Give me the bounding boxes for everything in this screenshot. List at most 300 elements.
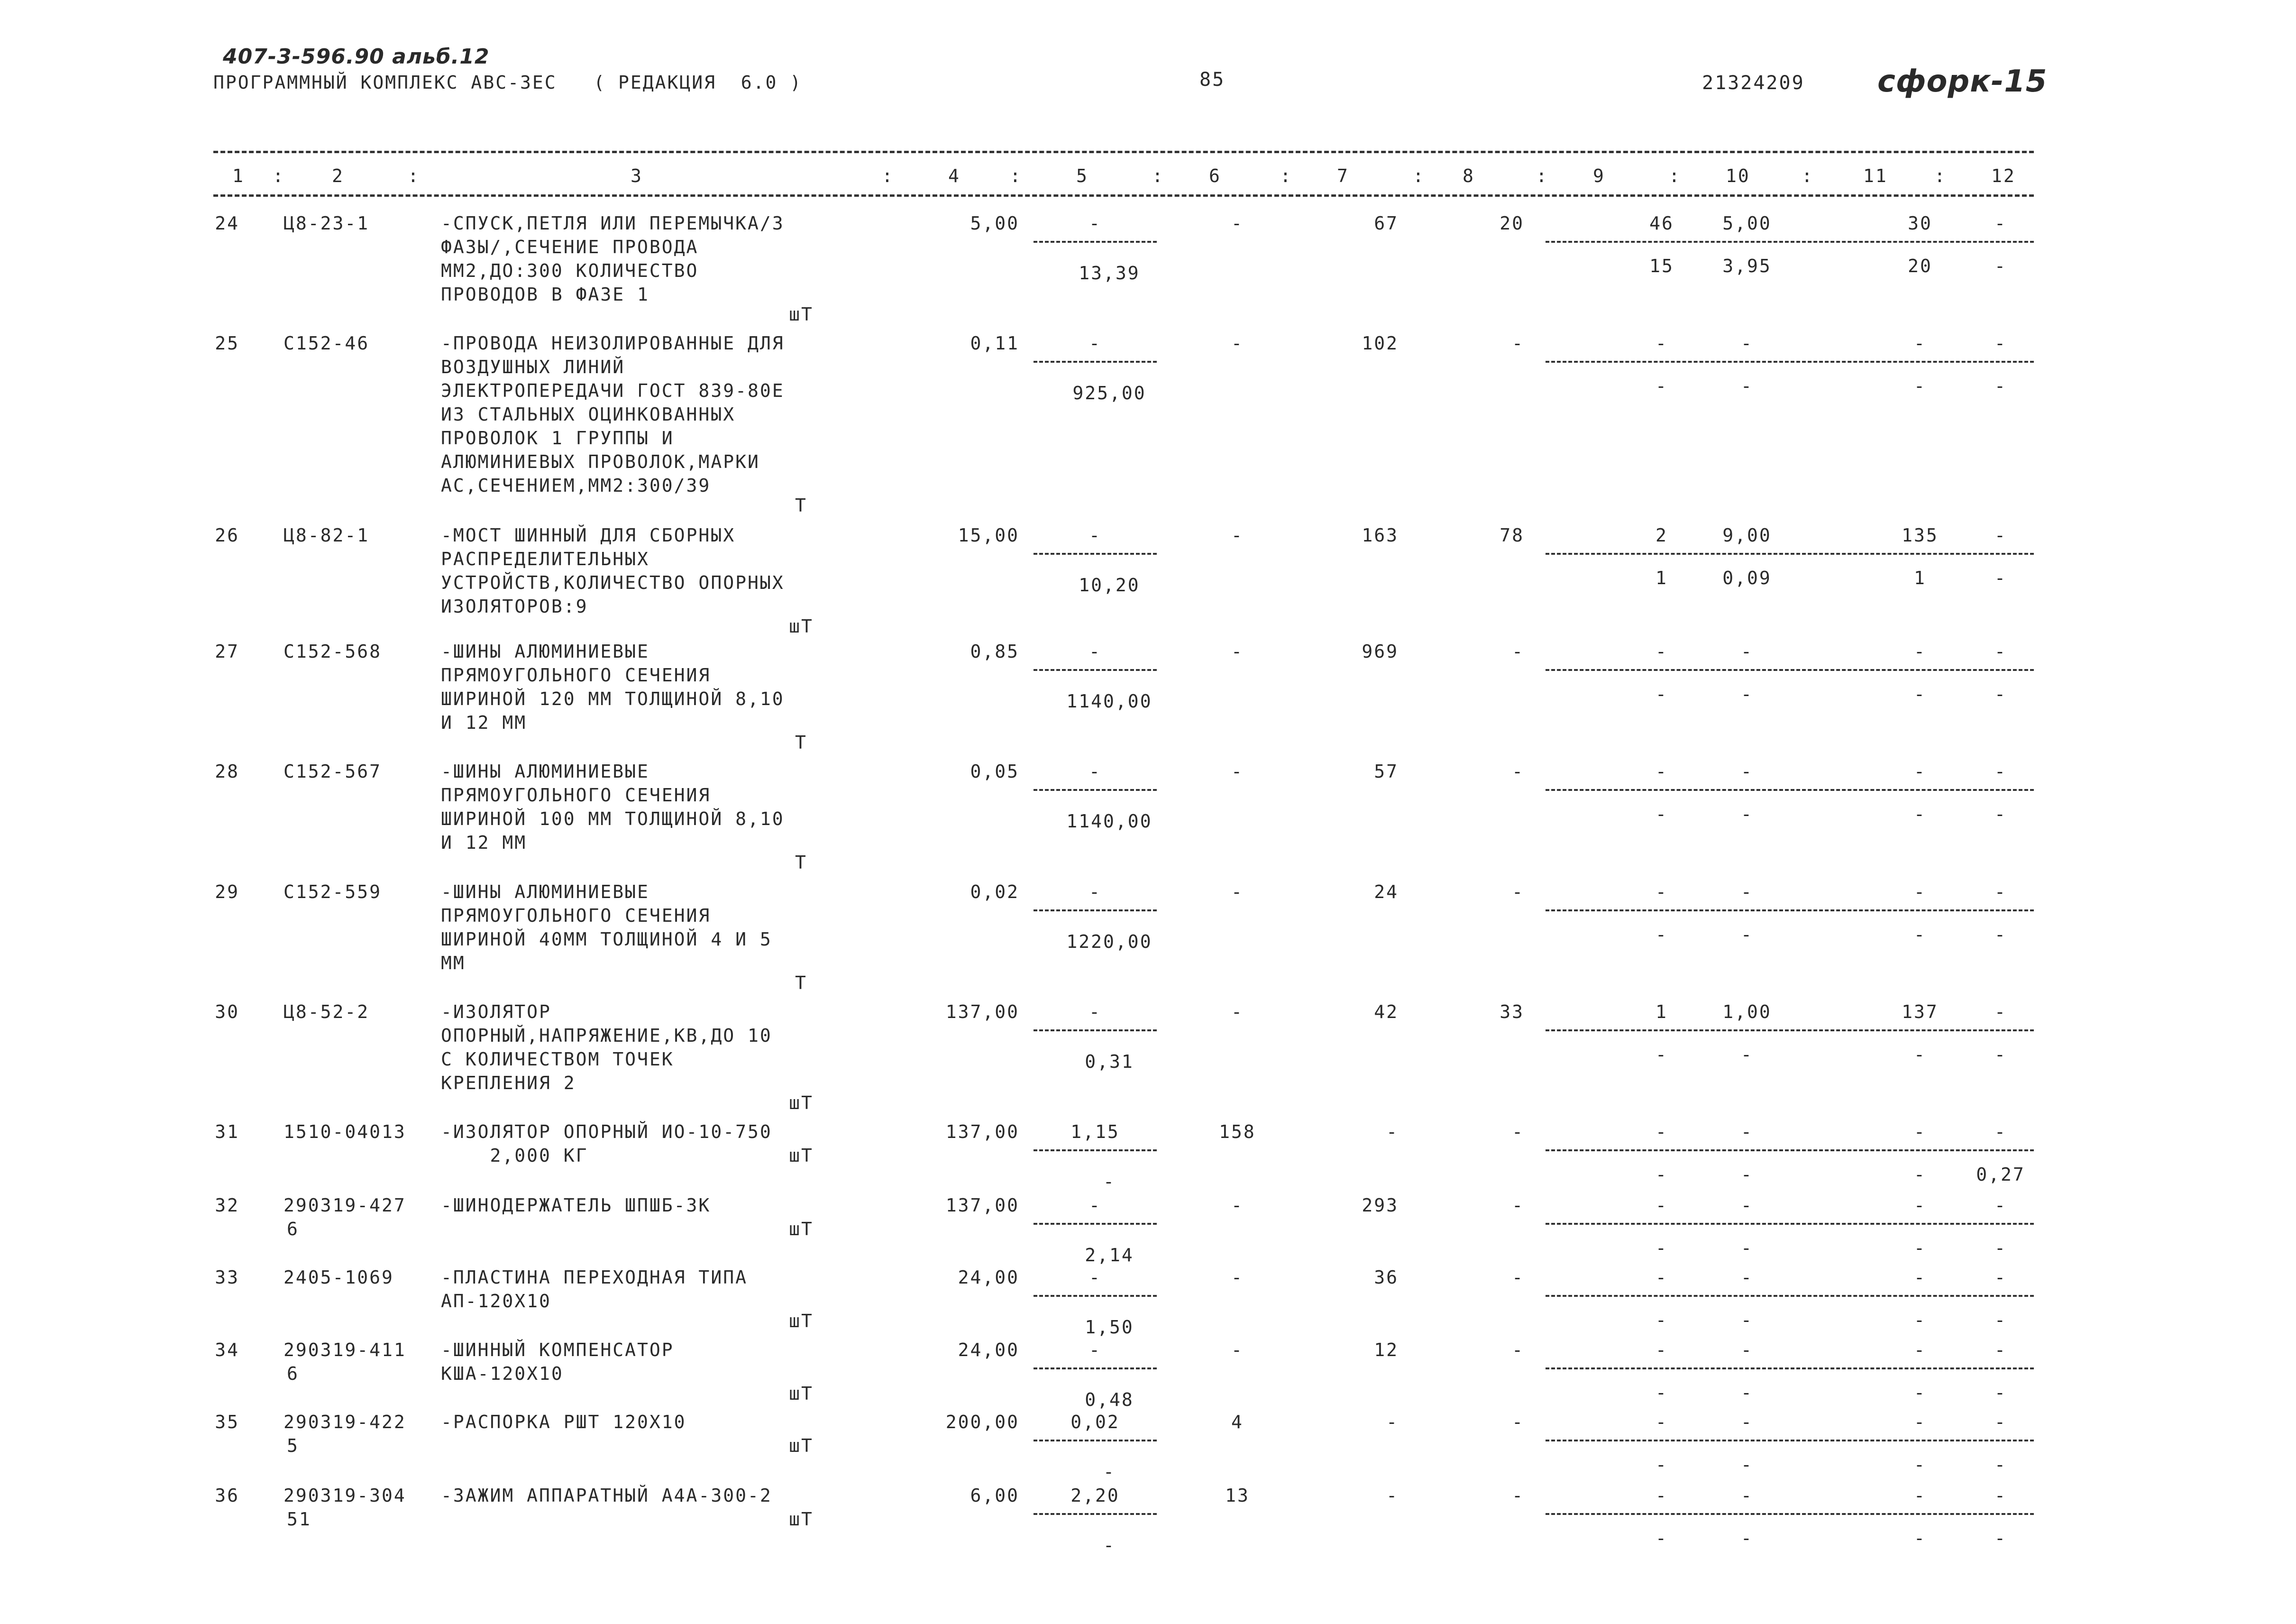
- col11-bottom: -: [1914, 804, 1926, 825]
- col9-top: -: [1656, 333, 1668, 354]
- col5-bottom: 1140,00: [1066, 811, 1153, 832]
- col11-top: -: [1914, 333, 1926, 354]
- col12-bottom: -: [1994, 804, 2007, 825]
- col8: -: [1512, 761, 1524, 782]
- col7: 969: [1362, 641, 1399, 662]
- column-separator: :: [1413, 165, 1425, 186]
- row-number: 32: [215, 1195, 239, 1216]
- column-separator: :: [1802, 165, 1814, 186]
- col10-bottom: 0,09: [1722, 568, 1772, 588]
- col9-bottom: -: [1656, 924, 1668, 945]
- col9-bottom: -: [1656, 376, 1668, 396]
- col12-bottom: -: [1994, 376, 2007, 396]
- col10-top: 9,00: [1722, 525, 1772, 546]
- col7: 24: [1374, 881, 1399, 902]
- cols-9-12-divider: [1546, 241, 2034, 243]
- item-description: И 12 ММ: [441, 712, 527, 733]
- column-separator: :: [273, 165, 285, 186]
- col7: -: [1386, 1485, 1399, 1506]
- col10-bottom: -: [1741, 1310, 1753, 1330]
- col12-top: -: [1994, 1267, 2007, 1288]
- col5-divider: [1034, 1223, 1157, 1225]
- col5-divider: [1034, 1513, 1157, 1515]
- item-code: Ц8-52-2: [284, 1001, 370, 1022]
- column-header-6: 6: [1209, 165, 1221, 186]
- col9-top: -: [1656, 1121, 1668, 1142]
- item-description: АЛЮМИНИЕВЫХ ПРОВОЛОК,МАРКИ: [441, 451, 760, 472]
- col5-top: -: [1089, 1001, 1101, 1022]
- cols-9-12-divider: [1546, 553, 2034, 555]
- item-description: -ПРОВОДА НЕИЗОЛИРОВАННЫЕ ДЛЯ: [441, 333, 785, 354]
- col10-top: 1,00: [1722, 1001, 1772, 1022]
- col9-bottom: -: [1656, 1310, 1668, 1330]
- col9-top: -: [1656, 1485, 1668, 1506]
- item-code-suffix: 6: [287, 1219, 299, 1239]
- item-code: 2405-1069: [284, 1267, 394, 1288]
- col11-top: -: [1914, 1485, 1926, 1506]
- col9-top: -: [1656, 881, 1668, 902]
- col10-bottom: -: [1741, 1238, 1753, 1258]
- col12-bottom: -: [1994, 1310, 2007, 1330]
- unit-of-measure: шТ: [789, 1509, 814, 1530]
- col9-top: -: [1656, 1267, 1668, 1288]
- unit-of-measure: Т: [795, 732, 807, 753]
- item-code: С152-559: [284, 881, 382, 902]
- column-separator: :: [1669, 165, 1681, 186]
- item-description: ПРОВОЛОК 1 ГРУППЫ И: [441, 428, 674, 449]
- col12-bottom: -: [1994, 1454, 2007, 1475]
- quantity: 0,02: [970, 881, 1019, 902]
- col11-bottom: -: [1914, 1044, 1926, 1065]
- col9-top: -: [1656, 761, 1668, 782]
- col8: -: [1512, 1121, 1524, 1142]
- col12-top: -: [1994, 1412, 2007, 1432]
- item-description: АС,СЕЧЕНИЕМ,ММ2:300/39: [441, 475, 711, 496]
- program-title: ПРОГРАММНЫЙ КОМПЛЕКС АВС-ЗЕС ( РЕДАКЦИЯ 6.0 ): [213, 72, 803, 93]
- item-description: КША-120Х10: [441, 1363, 564, 1384]
- cols-9-12-divider: [1546, 909, 2034, 911]
- quantity: 24,00: [958, 1340, 1019, 1360]
- col5-bottom: -: [1103, 1461, 1116, 1482]
- col12-top: -: [1994, 881, 2007, 902]
- col7: 12: [1374, 1340, 1399, 1360]
- col11-bottom: -: [1914, 684, 1926, 705]
- col8: -: [1512, 1267, 1524, 1288]
- table-top-rule: [213, 151, 2034, 153]
- col6: -: [1231, 213, 1244, 234]
- unit-of-measure: шТ: [789, 304, 814, 325]
- col10-top: -: [1741, 761, 1753, 782]
- col8: -: [1512, 1412, 1524, 1432]
- col10-bottom: -: [1741, 1454, 1753, 1475]
- col7: -: [1386, 1121, 1399, 1142]
- col11-bottom: 1: [1914, 568, 1926, 588]
- item-code-suffix: 51: [287, 1509, 311, 1530]
- col10-bottom: -: [1741, 1164, 1753, 1185]
- item-description: ФАЗЫ/,СЕЧЕНИЕ ПРОВОДА: [441, 237, 699, 257]
- unit-of-measure: Т: [795, 852, 807, 873]
- row-number: 24: [215, 213, 239, 234]
- col9-top: -: [1656, 641, 1668, 662]
- col12-top: -: [1994, 525, 2007, 546]
- col5-bottom: 1220,00: [1066, 931, 1153, 952]
- col9-top: 46: [1649, 213, 1674, 234]
- col6: 4: [1231, 1412, 1244, 1432]
- item-description: И 12 ММ: [441, 832, 527, 853]
- column-header-10: 10: [1726, 165, 1750, 186]
- col10-bottom: -: [1741, 804, 1753, 825]
- col10-top: -: [1741, 1121, 1753, 1142]
- col11-top: -: [1914, 881, 1926, 902]
- col11-bottom: -: [1914, 924, 1926, 945]
- item-description: ИЗ СТАЛЬНЫХ ОЦИНКОВАННЫХ: [441, 404, 736, 425]
- col5-top: 2,20: [1070, 1485, 1120, 1506]
- item-description: -ЗАЖИМ АППАРАТНЫЙ А4А-300-2: [441, 1485, 772, 1506]
- item-description: ПРЯМОУГОЛЬНОГО СЕЧЕНИЯ: [441, 785, 711, 806]
- col12-top: -: [1994, 641, 2007, 662]
- col11-top: -: [1914, 1195, 1926, 1216]
- item-description: КРЕПЛЕНИЯ 2: [441, 1073, 576, 1093]
- row-number: 33: [215, 1267, 239, 1288]
- col5-divider: [1034, 669, 1157, 671]
- col11-bottom: -: [1914, 1528, 1926, 1549]
- col10-bottom: -: [1741, 1528, 1753, 1549]
- col10-top: 5,00: [1722, 213, 1772, 234]
- col6: -: [1231, 525, 1244, 546]
- column-header-8: 8: [1463, 165, 1475, 186]
- unit-of-measure: Т: [795, 973, 807, 993]
- col11-bottom: -: [1914, 1382, 1926, 1403]
- item-code-suffix: 5: [287, 1435, 299, 1456]
- column-header-2: 2: [332, 165, 344, 186]
- cols-9-12-divider: [1546, 1367, 2034, 1369]
- quantity: 0,11: [970, 333, 1019, 354]
- handwritten-mark: сфорк-15: [1877, 64, 2048, 99]
- col12-top: -: [1994, 761, 2007, 782]
- quantity: 24,00: [958, 1267, 1019, 1288]
- row-number: 25: [215, 333, 239, 354]
- col9-top: 2: [1656, 525, 1668, 546]
- col12-top: -: [1994, 333, 2007, 354]
- item-description: С КОЛИЧЕСТВОМ ТОЧЕК: [441, 1049, 674, 1070]
- column-separator: :: [1152, 165, 1164, 186]
- col5-bottom: 13,39: [1079, 263, 1140, 284]
- item-description: ИЗОЛЯТОРОВ:9: [441, 596, 588, 617]
- col5-divider: [1034, 1029, 1157, 1031]
- item-code: Ц8-82-1: [284, 525, 370, 546]
- item-description: ШИРИНОЙ 120 ММ ТОЛЩИНОЙ 8,10: [441, 688, 785, 709]
- item-code: 290319-427: [284, 1195, 406, 1216]
- col8: -: [1512, 881, 1524, 902]
- item-description: -ШИННЫЙ КОМПЕНСАТОР: [441, 1340, 674, 1360]
- album-reference: 407-3-596.90 альб.12: [223, 45, 490, 69]
- item-description: ПРЯМОУГОЛЬНОГО СЕЧЕНИЯ: [441, 905, 711, 926]
- item-code-suffix: 6: [287, 1363, 299, 1384]
- col10-bottom: 3,95: [1722, 256, 1772, 276]
- item-description: -ШИНОДЕРЖАТЕЛЬ ШПШБ-3К: [441, 1195, 711, 1216]
- item-description: -СПУСК,ПЕТЛЯ ИЛИ ПЕРЕМЫЧКА/3: [441, 213, 785, 234]
- col5-top: -: [1089, 1340, 1101, 1360]
- document-number: 21324209: [1702, 72, 1805, 94]
- col11-bottom: -: [1914, 1164, 1926, 1185]
- col5-bottom: 0,31: [1085, 1051, 1134, 1072]
- col9-top: -: [1656, 1412, 1668, 1432]
- col5-divider: [1034, 789, 1157, 791]
- col7: 42: [1374, 1001, 1399, 1022]
- col5-bottom: 0,48: [1085, 1389, 1134, 1410]
- item-code: 290319-304: [284, 1485, 406, 1506]
- item-code: 290319-411: [284, 1340, 406, 1360]
- item-description: ПРЯМОУГОЛЬНОГО СЕЧЕНИЯ: [441, 665, 711, 686]
- col8: -: [1512, 333, 1524, 354]
- col5-top: -: [1089, 761, 1101, 782]
- col7: 163: [1362, 525, 1399, 546]
- header-bottom-rule: [213, 194, 2034, 197]
- unit-of-measure: шТ: [789, 1219, 814, 1239]
- quantity: 6,00: [970, 1485, 1019, 1506]
- unit-of-measure: шТ: [789, 1435, 814, 1456]
- quantity: 137,00: [945, 1195, 1019, 1216]
- column-separator: :: [408, 165, 420, 186]
- col10-bottom: -: [1741, 376, 1753, 396]
- col6: -: [1231, 333, 1244, 354]
- col5-top: -: [1089, 213, 1101, 234]
- col12-bottom: -: [1994, 924, 2007, 945]
- col11-top: -: [1914, 641, 1926, 662]
- item-description: УСТРОЙСТВ,КОЛИЧЕСТВО ОПОРНЫХ: [441, 572, 785, 593]
- col9-top: -: [1656, 1340, 1668, 1360]
- col9-bottom: -: [1656, 1528, 1668, 1549]
- col6: -: [1231, 1195, 1244, 1216]
- quantity: 200,00: [945, 1412, 1019, 1432]
- row-number: 36: [215, 1485, 239, 1506]
- col7: 102: [1362, 333, 1399, 354]
- item-code: С152-46: [284, 333, 370, 354]
- col11-bottom: -: [1914, 1454, 1926, 1475]
- col7: 36: [1374, 1267, 1399, 1288]
- quantity: 137,00: [945, 1001, 1019, 1022]
- quantity: 0,05: [970, 761, 1019, 782]
- col5-divider: [1034, 241, 1157, 243]
- col8: 20: [1500, 213, 1524, 234]
- col6: -: [1231, 761, 1244, 782]
- col6: -: [1231, 881, 1244, 902]
- row-number: 31: [215, 1121, 239, 1142]
- col6: 13: [1225, 1485, 1250, 1506]
- col8: 78: [1500, 525, 1524, 546]
- col9-bottom: -: [1656, 1454, 1668, 1475]
- item-description: 2,000 КГ: [441, 1145, 588, 1166]
- col5-divider: [1034, 553, 1157, 555]
- cols-9-12-divider: [1546, 1440, 2034, 1441]
- column-separator: :: [1280, 165, 1292, 186]
- col8: -: [1512, 1485, 1524, 1506]
- unit-of-measure: шТ: [789, 1311, 814, 1331]
- cols-9-12-divider: [1546, 1223, 2034, 1225]
- item-code: С152-567: [284, 761, 382, 782]
- col9-bottom: -: [1656, 684, 1668, 705]
- item-code: Ц8-23-1: [284, 213, 370, 234]
- col5-top: -: [1089, 1195, 1101, 1216]
- quantity: 5,00: [970, 213, 1019, 234]
- col5-top: -: [1089, 525, 1101, 546]
- col6: -: [1231, 641, 1244, 662]
- column-header-4: 4: [948, 165, 960, 186]
- column-header-9: 9: [1593, 165, 1605, 186]
- col5-bottom: 925,00: [1072, 383, 1146, 404]
- col12-top: -: [1994, 1340, 2007, 1360]
- col6: -: [1231, 1267, 1244, 1288]
- col11-top: 30: [1908, 213, 1932, 234]
- col11-top: -: [1914, 1267, 1926, 1288]
- item-code: С152-568: [284, 641, 382, 662]
- quantity: 0,85: [970, 641, 1019, 662]
- column-header-12: 12: [1991, 165, 2016, 186]
- item-description: -РАСПОРКА РШТ 120Х10: [441, 1412, 686, 1432]
- col11-top: -: [1914, 1340, 1926, 1360]
- col5-divider: [1034, 1367, 1157, 1369]
- unit-of-measure: шТ: [789, 616, 814, 637]
- col9-bottom: -: [1656, 1382, 1668, 1403]
- col7: -: [1386, 1412, 1399, 1432]
- col11-top: 135: [1902, 525, 1939, 546]
- row-number: 35: [215, 1412, 239, 1432]
- col12-bottom: -: [1994, 1044, 2007, 1065]
- item-description: ЭЛЕКТРОПЕРЕДАЧИ ГОСТ 839-80Е: [441, 380, 785, 401]
- cols-9-12-divider: [1546, 1149, 2034, 1151]
- col9-bottom: 1: [1656, 568, 1668, 588]
- col11-bottom: -: [1914, 1310, 1926, 1330]
- col6: -: [1231, 1340, 1244, 1360]
- col12-bottom: -: [1994, 1528, 2007, 1549]
- col5-bottom: -: [1103, 1535, 1116, 1556]
- cols-9-12-divider: [1546, 669, 2034, 671]
- row-number: 29: [215, 881, 239, 902]
- col10-top: -: [1741, 1412, 1753, 1432]
- unit-of-measure: шТ: [789, 1145, 814, 1166]
- cols-9-12-divider: [1546, 361, 2034, 363]
- col12-top: -: [1994, 1485, 2007, 1506]
- col11-top: -: [1914, 1412, 1926, 1432]
- unit-of-measure: шТ: [789, 1383, 814, 1404]
- item-description: -ШИНЫ АЛЮМИНИЕВЫЕ: [441, 761, 649, 782]
- column-separator: :: [1010, 165, 1022, 186]
- col12-bottom: -: [1994, 1382, 2007, 1403]
- col11-bottom: 20: [1908, 256, 1932, 276]
- col10-top: -: [1741, 1485, 1753, 1506]
- item-description: ШИРИНОЙ 40ММ ТОЛЩИНОЙ 4 И 5: [441, 929, 772, 950]
- column-separator: :: [882, 165, 894, 186]
- item-description: РАСПРЕДЕЛИТЕЛЬНЫХ: [441, 549, 649, 569]
- column-header-1: 1: [232, 165, 245, 186]
- col9-top: -: [1656, 1195, 1668, 1216]
- cols-9-12-divider: [1546, 1295, 2034, 1297]
- col12-top: -: [1994, 1121, 2007, 1142]
- col11-top: -: [1914, 1121, 1926, 1142]
- col12-top: -: [1994, 1001, 2007, 1022]
- item-description: -ИЗОЛЯТОР: [441, 1001, 551, 1022]
- col12-bottom: 0,27: [1976, 1164, 2025, 1185]
- col11-top: -: [1914, 761, 1926, 782]
- col12-bottom: -: [1994, 1238, 2007, 1258]
- row-number: 27: [215, 641, 239, 662]
- col5-divider: [1034, 1295, 1157, 1297]
- col5-top: -: [1089, 333, 1101, 354]
- col10-bottom: -: [1741, 684, 1753, 705]
- column-header-5: 5: [1076, 165, 1089, 186]
- col5-bottom: 10,20: [1079, 575, 1140, 596]
- col5-bottom: 1140,00: [1066, 691, 1153, 712]
- col5-top: -: [1089, 881, 1101, 902]
- col6: -: [1231, 1001, 1244, 1022]
- quantity: 15,00: [958, 525, 1019, 546]
- col9-top: 1: [1656, 1001, 1668, 1022]
- cols-9-12-divider: [1546, 1513, 2034, 1515]
- cols-9-12-divider: [1546, 789, 2034, 791]
- item-description: ММ2,ДО:300 КОЛИЧЕСТВО: [441, 260, 699, 281]
- col6: 158: [1219, 1121, 1256, 1142]
- col10-top: -: [1741, 1267, 1753, 1288]
- col10-bottom: -: [1741, 1382, 1753, 1403]
- item-description: ШИРИНОЙ 100 ММ ТОЛЩИНОЙ 8,10: [441, 808, 785, 829]
- column-separator: :: [1536, 165, 1548, 186]
- col12-bottom: -: [1994, 684, 2007, 705]
- col5-top: -: [1089, 641, 1101, 662]
- col10-top: -: [1741, 333, 1753, 354]
- col5-divider: [1034, 909, 1157, 911]
- col5-bottom: 1,50: [1085, 1317, 1134, 1338]
- item-description: -ШИНЫ АЛЮМИНИЕВЫЕ: [441, 881, 649, 902]
- col8: 33: [1500, 1001, 1524, 1022]
- column-header-3: 3: [631, 165, 643, 186]
- col5-top: -: [1089, 1267, 1101, 1288]
- col12-top: -: [1994, 213, 2007, 234]
- col5-divider: [1034, 1440, 1157, 1441]
- col9-bottom: -: [1656, 1238, 1668, 1258]
- column-header-11: 11: [1863, 165, 1888, 186]
- row-number: 34: [215, 1340, 239, 1360]
- col7: 293: [1362, 1195, 1399, 1216]
- item-description: АП-120Х10: [441, 1291, 551, 1312]
- col12-top: -: [1994, 1195, 2007, 1216]
- col10-top: -: [1741, 641, 1753, 662]
- col11-bottom: -: [1914, 376, 1926, 396]
- col10-top: -: [1741, 1195, 1753, 1216]
- col9-bottom: 15: [1649, 256, 1674, 276]
- item-description: -ПЛАСТИНА ПЕРЕХОДНАЯ ТИПА: [441, 1267, 748, 1288]
- item-description: -МОСТ ШИННЫЙ ДЛЯ СБОРНЫХ: [441, 525, 736, 546]
- col12-bottom: -: [1994, 568, 2007, 588]
- row-number: 26: [215, 525, 239, 546]
- item-description: ОПОРНЫЙ,НАПРЯЖЕНИЕ,КВ,ДО 10: [441, 1025, 772, 1046]
- col5-bottom: 2,14: [1085, 1245, 1134, 1266]
- row-number: 30: [215, 1001, 239, 1022]
- col8: -: [1512, 1340, 1524, 1360]
- item-description: ВОЗДУШНЫХ ЛИНИЙ: [441, 357, 625, 377]
- row-number: 28: [215, 761, 239, 782]
- col9-bottom: -: [1656, 1164, 1668, 1185]
- cols-9-12-divider: [1546, 1029, 2034, 1031]
- col9-bottom: -: [1656, 804, 1668, 825]
- col8: -: [1512, 1195, 1524, 1216]
- item-description: ПРОВОДОВ В ФАЗЕ 1: [441, 284, 649, 305]
- col7: 57: [1374, 761, 1399, 782]
- col10-bottom: -: [1741, 924, 1753, 945]
- column-separator: :: [1934, 165, 1947, 186]
- unit-of-measure: шТ: [789, 1092, 814, 1113]
- col10-top: -: [1741, 1340, 1753, 1360]
- column-header-7: 7: [1337, 165, 1349, 186]
